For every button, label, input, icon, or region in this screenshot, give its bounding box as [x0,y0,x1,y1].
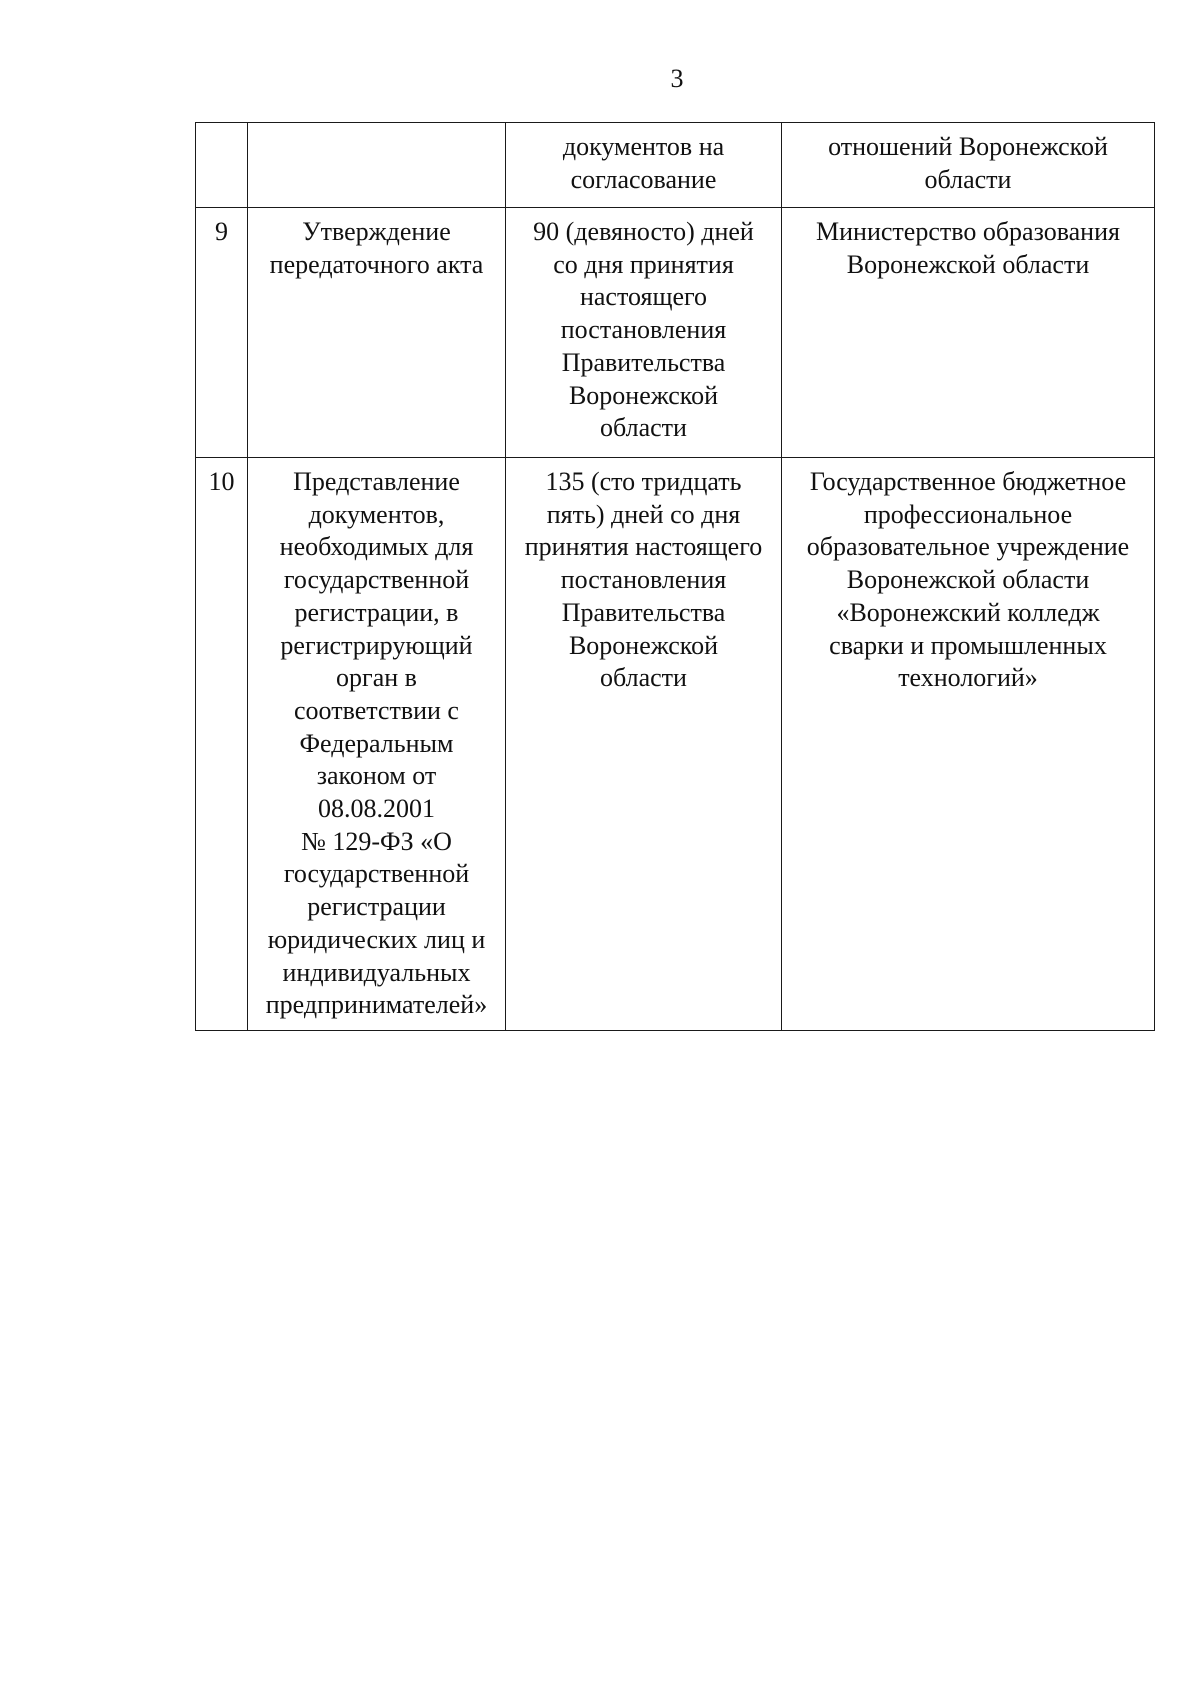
stage-cell: Представление документов, необходимых для государственной регистрации, в регистрирующий орган в соответствии с Федеральным законом от 08.08.2001 № 129-ФЗ «О государственной регистрации юридических лиц и индивидуальных предпринимателей» [248,458,506,1031]
responsible-cell: отношений Воронежской области [782,123,1155,208]
row-number-cell [196,123,248,208]
stage-cell: Утверждение передаточного акта [248,208,506,458]
row-number-cell: 9 [196,208,248,458]
plan-table [195,122,1155,1031]
table-row [196,458,1155,1031]
table-row [196,123,1155,208]
term-cell: 135 (сто тридцать пять) дней со дня принятия настоящего постановления Правительства Воронежской области [506,458,782,1031]
term-cell: документов на согласование [506,123,782,208]
row-number-cell: 10 [196,458,248,1031]
table-row [196,208,1155,458]
responsible-cell: Государственное бюджетное профессиональное образовательное учреждение Воронежской области «Воронежский колледж сварки и промышленных технологий» [782,458,1155,1031]
term-cell: 90 (девяносто) дней со дня принятия настоящего постановления Правительства Воронежской области [506,208,782,458]
responsible-cell: Министерство образования Воронежской области [782,208,1155,458]
stage-cell [248,123,506,208]
page-number: 3 [670,64,684,93]
